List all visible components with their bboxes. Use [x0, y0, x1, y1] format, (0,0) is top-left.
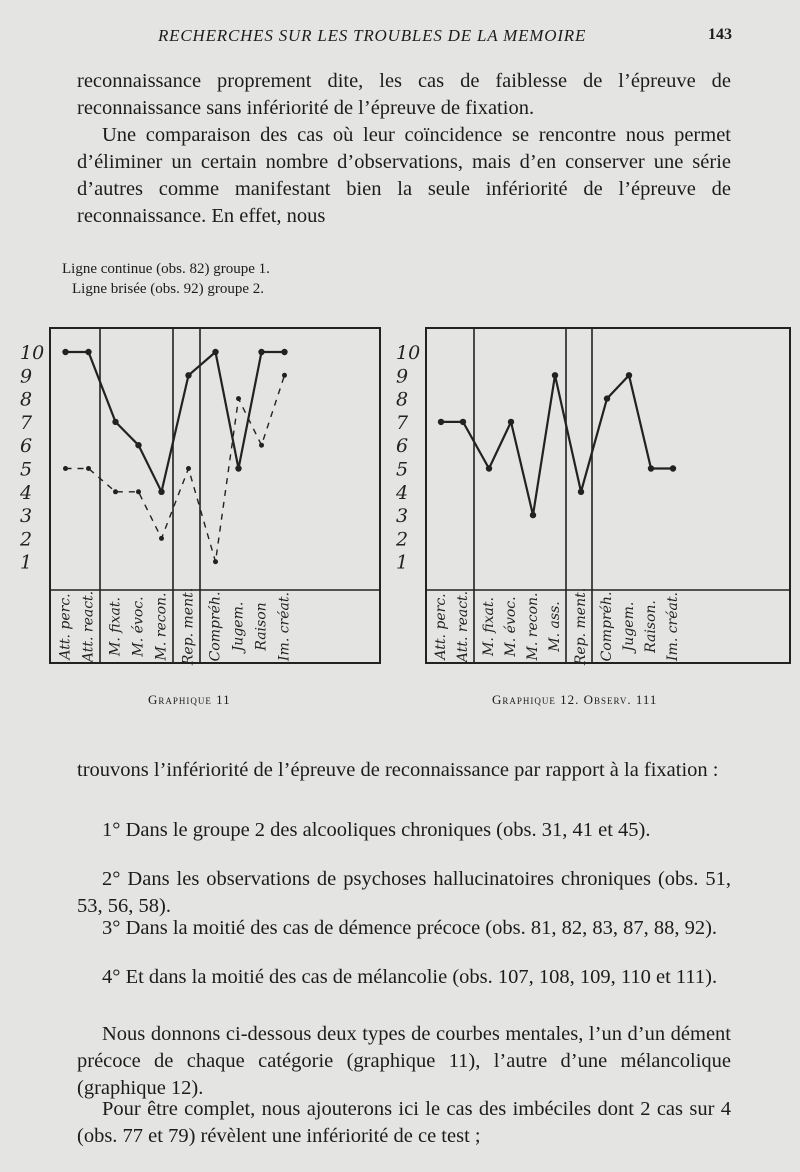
x-category-label: M. ass.	[547, 601, 563, 652]
y-tick-label: 2	[396, 528, 409, 551]
y-tick-label: 1	[396, 551, 409, 574]
x-category-label: Att. react.	[80, 590, 97, 663]
data-point	[158, 489, 164, 495]
data-point	[159, 536, 164, 541]
data-point	[236, 396, 241, 401]
legend-solid-line: Ligne continue (obs. 82) groupe 1.	[62, 261, 270, 277]
data-point	[112, 419, 118, 425]
data-point	[186, 466, 191, 471]
data-point	[530, 512, 536, 518]
data-point	[113, 489, 118, 494]
data-point	[212, 349, 218, 355]
x-category-label: Att. perc.	[433, 593, 449, 660]
data-point	[185, 372, 191, 378]
y-tick-label: 10	[20, 342, 45, 364]
x-category-label: Rep. ment.	[573, 587, 589, 666]
x-category-label: Rep. ment.	[180, 587, 197, 666]
list-item-4: 4° Et dans la moitié des cas de mélancolie (obs. 107, 108, 109, 110 et 111).	[102, 966, 718, 988]
running-title: RECHERCHES SUR LES TROUBLES DE LA MEMOIRE	[158, 26, 587, 45]
y-tick-label: 5	[20, 458, 33, 481]
data-point	[578, 489, 584, 495]
y-tick-label: 3	[396, 505, 409, 528]
x-category-label: Jugem.	[621, 601, 637, 652]
data-point	[648, 465, 654, 471]
data-point	[604, 395, 610, 401]
y-tick-label: 1	[20, 551, 33, 574]
data-point	[86, 466, 91, 471]
y-tick-label: 4	[20, 481, 33, 504]
paragraph-nous-donnons: Nous donnons ci-dessous deux types de courbes mentales, l’un d’un dément précoce de chaque catégorie (graphique 11), l’autre d’une mélancolique (graphique 12).	[77, 1023, 731, 1099]
x-category-label: Raison.	[643, 600, 659, 653]
y-tick-label: 9	[396, 365, 409, 388]
paragraph-comparison: Une comparaison des cas où leur coïncidence se rencontre nous permet d’éliminer un certain nombre d’observations, mais d’en conserver une série d’autres comme manifestant bien la seule infériorité de l’épreuve de reconnaissance. En effet, nous	[77, 124, 731, 227]
y-tick-label: 7	[396, 411, 409, 434]
y-tick-label: 9	[20, 365, 33, 388]
y-tick-label: 6	[396, 435, 409, 458]
y-tick-label: 8	[20, 388, 33, 411]
x-category-label: Jugem.	[230, 601, 247, 652]
y-tick-label: 3	[20, 505, 33, 528]
x-category-label: Att. react.	[455, 590, 471, 663]
data-point	[670, 465, 676, 471]
x-category-label: Compréh.	[207, 591, 224, 662]
x-category-label: M. fixat.	[107, 597, 124, 656]
caption-graphique-11: Graphique 11	[148, 692, 231, 707]
solid-series-line	[66, 352, 285, 492]
solid-series-line	[441, 375, 673, 515]
data-point	[259, 443, 264, 448]
data-point	[213, 559, 218, 564]
data-point	[460, 419, 466, 425]
x-category-label: M. recon.	[525, 592, 541, 661]
data-point	[85, 349, 91, 355]
x-category-label: Att. perc.	[57, 593, 74, 660]
data-point	[136, 489, 141, 494]
data-point	[63, 466, 68, 471]
page-header	[150, 26, 740, 50]
data-point	[62, 349, 68, 355]
legend-dashed-line: Ligne brisée (obs. 92) groupe 2.	[72, 281, 265, 297]
x-category-label: Im. créat.	[276, 592, 293, 661]
data-point	[508, 419, 514, 425]
x-category-label: Raison	[253, 602, 270, 651]
paragraph-continuation: reconnaissance proprement dite, les cas de faiblesse de l’épreuve de reconnaissance sans infériorité de l’épreuve de fixation.	[77, 70, 731, 119]
paragraph-trouvons: trouvons l’infériorité de l’épreuve de reconnaissance par rapport à la fixation :	[77, 759, 719, 781]
paragraph-pour-etre-complet: Pour être complet, nous ajouterons ici le cas des imbéciles dont 2 cas sur 4 (obs. 77 et 79) révèlent une infériorité de ce test ;	[77, 1098, 731, 1147]
data-point	[552, 372, 558, 378]
y-tick-label: 5	[396, 458, 409, 481]
data-point	[438, 419, 444, 425]
data-point	[486, 465, 492, 471]
x-category-label: Im. créat.	[665, 592, 681, 661]
x-category-label: M. fixat.	[481, 597, 497, 656]
y-tick-label: 4	[396, 481, 409, 504]
data-point	[258, 349, 264, 355]
y-tick-label: 6	[20, 435, 33, 458]
data-point	[281, 349, 287, 355]
x-category-label: Compréh.	[599, 591, 615, 662]
y-tick-label: 7	[20, 411, 33, 434]
data-point	[282, 373, 287, 378]
data-point	[235, 465, 241, 471]
y-tick-label: 10	[396, 342, 421, 364]
list-item-2: 2° Dans les observations de psychoses hallucinatoires chroniques (obs. 51, 53, 56, 58).	[77, 868, 731, 917]
y-tick-label: 2	[20, 528, 33, 551]
graphique-12-chart	[392, 318, 794, 670]
data-point	[135, 442, 141, 448]
x-category-label: M. recon.	[153, 592, 170, 661]
graphique-11-chart	[18, 318, 388, 670]
data-point	[626, 372, 632, 378]
list-item-3: 3° Dans la moitié des cas de démence précoce (obs. 81, 82, 83, 87, 88, 92).	[102, 917, 718, 939]
x-category-label: M. évoc.	[130, 596, 147, 657]
y-tick-label: 8	[396, 388, 409, 411]
caption-graphique-12: Graphique 12. Observ. 111	[492, 692, 658, 707]
page-number: 143	[708, 26, 732, 43]
list-item-1: 1° Dans le groupe 2 des alcooliques chroniques (obs. 31, 41 et 45).	[102, 819, 651, 841]
x-category-label: M. évoc.	[503, 596, 519, 657]
